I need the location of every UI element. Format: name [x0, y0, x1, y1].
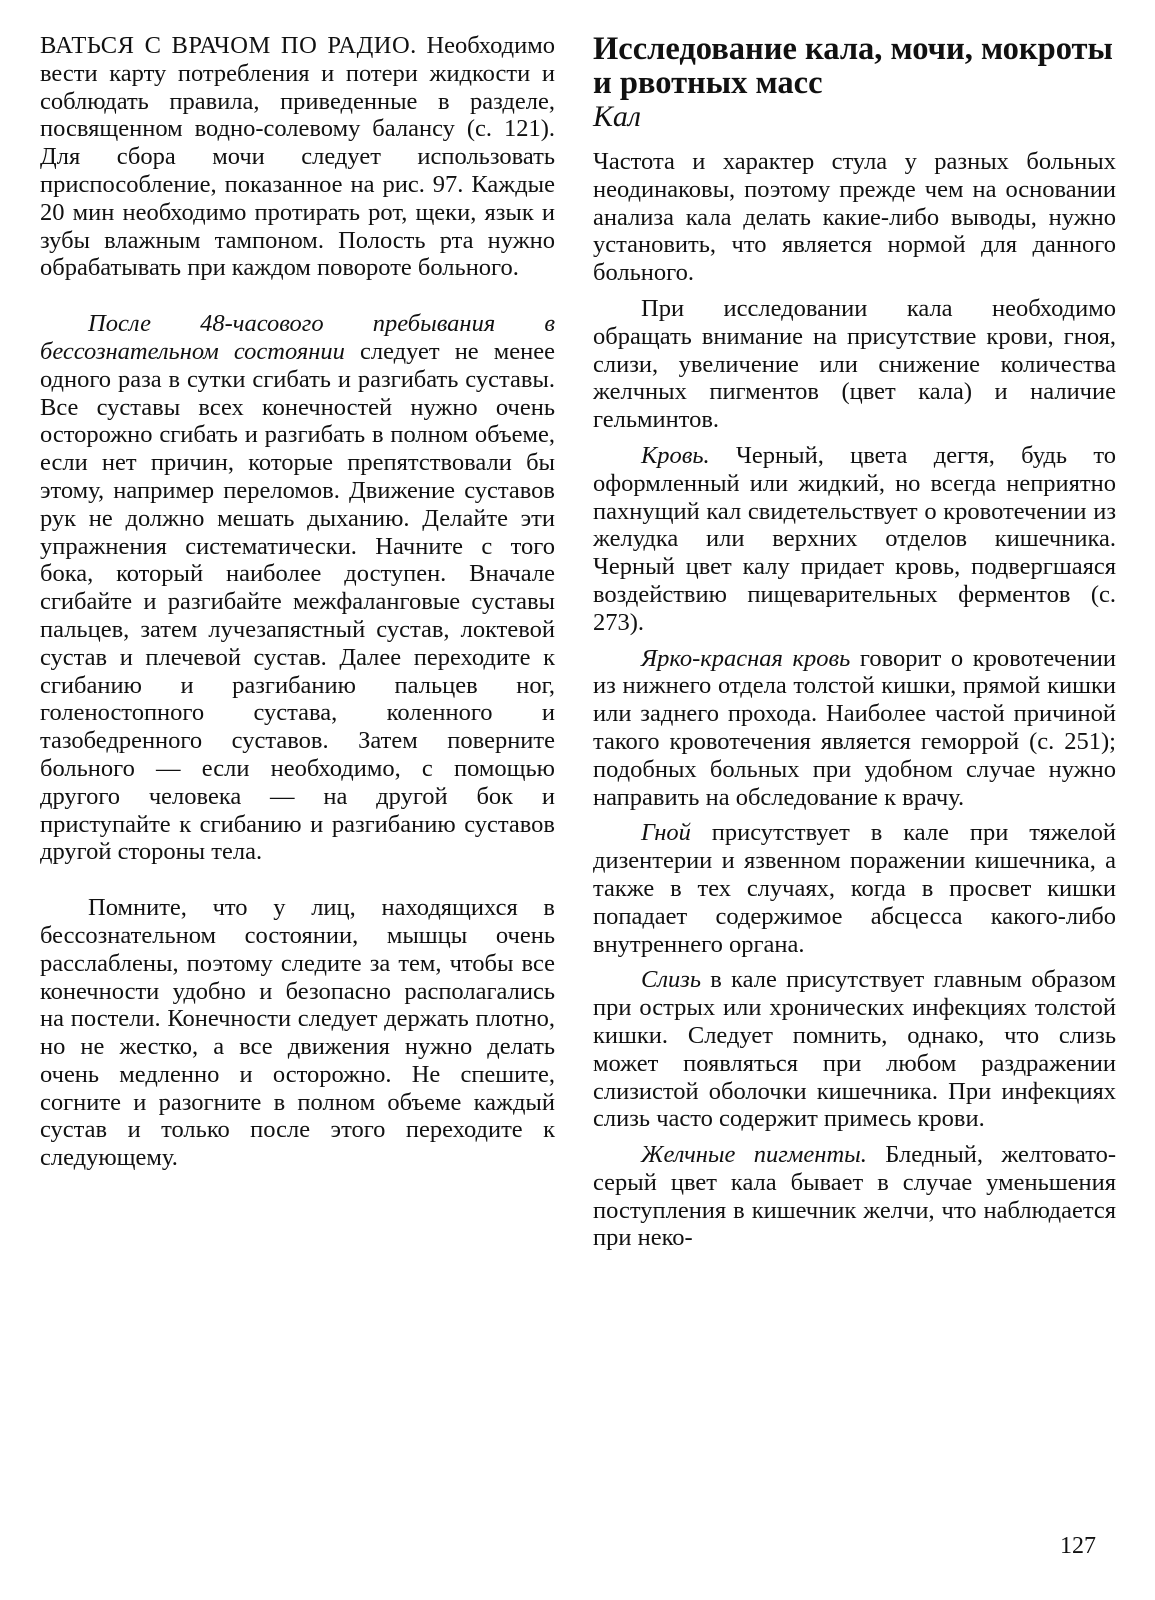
- left-paragraph-3: Помните, что у лиц, находящихся в бессознательном состоянии, мышцы очень расслаблены, поэтому следите за тем, чтобы все конечности удобно и безопасно располагались на постели. Конечности следует держать плотно, но не жестко, а все движения нужно делать очень медленно и осторожно. Не спешите, согните и разогните в полном объеме каждый сустав и только после этого переходите к следующему.: [40, 894, 555, 1172]
- left-paragraph-1: [40, 32, 555, 282]
- right-paragraph-blood: Кровь. Черный, цвета дегтя, будь то оформленный или жидкий, но всегда неприятно пахнущий кал свидетельствует о кровотечении из желудка или верхних отделов кишечника. Черный цвет калу придает кровь, подвергшаяся воздействию пищеварительных ферментов (с. 273).: [593, 441, 1116, 636]
- section-subtitle: Кал: [593, 100, 642, 133]
- left-column: [40, 32, 555, 1172]
- right-paragraph-mucus: Слизь в кале присутствует главным образом при острых или хронических инфекциях толстой кишки. Следует помнить, однако, что слизь может появляться при любом раздражении слизистой оболочки кишечника. При инфекциях слизь часто содержит примесь крови.: [593, 966, 1116, 1133]
- left-paragraph-1-text: Необходимо вести карту потребления и потери жидкости и соблюдать правила, приведенные в разделе, посвященном водно-солевому балансу (с. 121). Для сбора мочи следует использовать приспособление, показанное на рис. 97. Каждые 20 мин необходимо протирать рот, щеки, язык и зубы влажным тампоном. Полость рта нужно обрабатывать при каждом повороте больного.: [40, 32, 555, 282]
- term-pus: Гной: [641, 819, 691, 847]
- right-paragraph-bright-blood: Ярко-красная кровь говорит о кровотечении из нижнего отдела толстой кишки, прямой кишки или заднего прохода. Наиболее частой причиной такого кровотечения является геморрой (с. 251); подобных больных при удобном случае нужно направить на обследование к врачу.: [593, 644, 1116, 811]
- left-paragraph-2: [40, 310, 555, 866]
- left-paragraph-2-text: следует не менее одного раза в сутки сгибать и разгибать суставы. Все суставы всех конечностей нужно очень осторожно сгибать и разгибать в полном объеме, если нет причин, которые препятствовали бы этому, например переломов. Движение суставов рук не должно мешать дыханию. Делайте эти упражнения систематически. Начните с того бока, который наиболее доступен. Вначале сгибайте и разгибайте межфаланговые суставы пальцев, затем лучезапястный сустав, локтевой сустав и плечевой сустав. Далее переходите к сгибанию и разгибанию пальцев ног, голеностопного сустава, коленного и тазобедренного суставов. Затем поверните больного — если необходимо, с помощью другого человека — на другой бок и приступайте к сгибанию и разгибанию суставов другой стороны тела.: [40, 337, 555, 866]
- term-mucus: Слизь: [641, 966, 701, 994]
- italic-phrase: После 48-часового пребывания в бессознательном состоянии: [40, 310, 555, 365]
- right-paragraph-2: При исследовании кала необходимо обращать внимание на присутствие крови, гноя, слизи, увеличение или снижение количества желчных пигментов (цвет кала) и наличие гельминтов.: [593, 294, 1116, 434]
- continuation-caps: ВАТЬСЯ С ВРАЧОМ ПО РАДИО.: [40, 32, 417, 59]
- section-title: Исследование кала, мочи, мокроты и рвотных масс: [593, 31, 1113, 101]
- right-column: [593, 32, 1116, 1252]
- right-paragraph-bile: Желчные пигменты. Бледный, желтовато-серый цвет кала бывает в случае уменьшения поступления в кишечник желчи, что наблюдается при неко-: [593, 1141, 1116, 1252]
- right-paragraph-1: Частота и характер стула у разных больных неодинаковы, поэтому прежде чем на основании анализа кала делать какие-либо выводы, нужно установить, что является нормой для данного больного.: [593, 148, 1116, 287]
- term-blood: Кровь.: [641, 441, 710, 469]
- term-bright-blood: Ярко-красная кровь: [641, 644, 851, 672]
- term-bile: Желчные пигменты.: [641, 1141, 867, 1169]
- right-paragraph-pus: Гной присутствует в кале при тяжелой дизентерии и язвенном поражении кишечника, а также в тех случаях, когда в просвет кишки попадает содержимое абсцесса какого-либо внутреннего органа.: [593, 819, 1116, 958]
- page-number: 127: [1060, 1533, 1096, 1559]
